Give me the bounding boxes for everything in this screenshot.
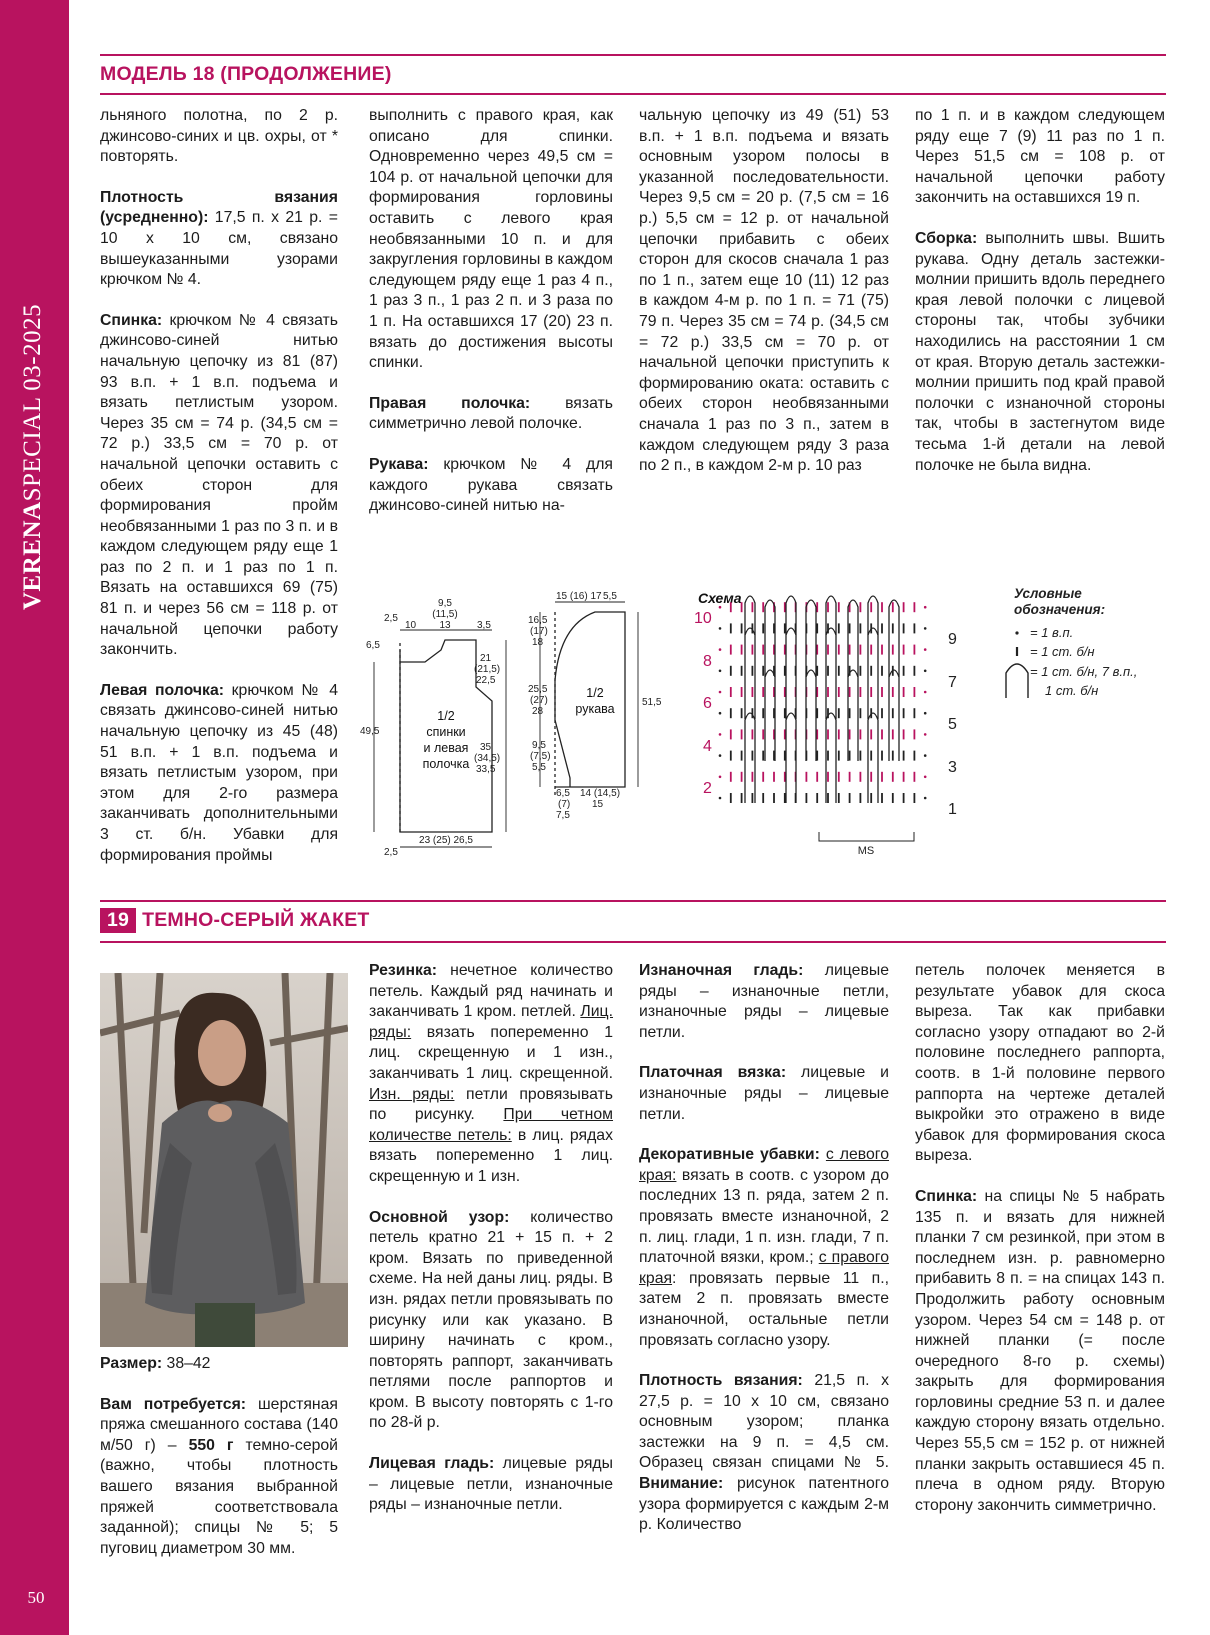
- chain-stitch: [924, 648, 927, 651]
- loop-stitch: [868, 628, 878, 719]
- paragraph: Основной узор: количество петель кратно 21 + 15 п. + 2 кром. Вязать по приведенной схеме. На ней даны лиц. ряды. В изн. рядах петли провязывать по рисунку или как указано. В ширину начинать с кром., повторять раппорт, заканчивать петлями после раппортов и кром. В высоту повторять с 1-го по 28-й р.: [369, 1208, 613, 1432]
- pattern-label: полочка: [422, 757, 470, 771]
- row-label-4: 4: [703, 738, 712, 755]
- chain-stitch: [924, 797, 927, 800]
- model-number-badge: 19: [100, 908, 136, 933]
- pattern-label: 1/2: [586, 686, 604, 700]
- loop-stitch: [868, 596, 878, 635]
- dim-top: (11,5): [432, 609, 458, 620]
- paragraph: выполнить с правого края, как описано для спинки. Одновременно через 49,5 см = 104 р. от начальной цепочки для формирования горловины оставить с левого края необвязанными 10 п. и для закругления горловины в каждом следующем ряду еще 1 раз 4 п., 1 раз 3 п., 1 раз 2 п. и 3 раза по 1 п. На оставшихся 17 (20) 23 п. вязать до достижения высоты спинки.: [369, 107, 613, 372]
- legend-item: = 1 ст. б/н: [1030, 644, 1095, 659]
- dim-label: 18: [532, 637, 544, 648]
- section-19-rule: [100, 941, 1166, 943]
- dim-label: 6,5: [556, 788, 570, 799]
- paragraph: Плотность вязания (усредненно): 17,5 п. х 21 р. = 10 х 10 см, связано вышеуказанными узорами крючком № 4.: [100, 188, 338, 289]
- dim-label: (34,5): [474, 753, 501, 764]
- dim-label: 9,5: [532, 740, 546, 751]
- pattern-label: 1/2: [437, 709, 455, 723]
- chain-stitch: [719, 691, 722, 694]
- dim-label: 51,5: [642, 697, 662, 708]
- row-label-9: 9: [948, 631, 957, 648]
- row-label-8: 8: [703, 653, 712, 670]
- chart-left-labels: [694, 610, 712, 797]
- row-label-1: 1: [948, 801, 957, 818]
- pattern-label: и левая: [423, 741, 469, 755]
- paragraph: Платочная вязка: лицевые и изнаночные ряды – лицевые петли.: [639, 1064, 889, 1123]
- section-18-title: МОДЕЛЬ 18 (ПРОДОЛЖЕНИЕ): [100, 63, 392, 85]
- chart-loops: [745, 596, 899, 803]
- paragraph: Резинка: нечетное количество петель. Каждый ряд начинать и заканчивать 1 кром. петлей. Лиц. ряды: вязать попеременно 1 лиц. скрещенную и 1 изн., заканчивать 1 лиц. скрещенной. Изн. ряды: петли провязывать по рисунку. При четном количестве петель: в лиц. рядах вязать попеременно 1 лиц. скрещенную и 1 изн.: [369, 962, 614, 1185]
- chain-stitch: [924, 754, 927, 757]
- chain-stitch: [719, 733, 722, 736]
- legend-title: Условные: [1014, 586, 1082, 601]
- chain-stitch: [924, 712, 927, 715]
- dim-label: 10: [405, 620, 417, 631]
- legend-item: = 1 в.п.: [1030, 625, 1074, 640]
- column-19-1: [100, 1354, 338, 1579]
- loop-stitch: [868, 713, 878, 803]
- legend-item: 1 ст. б/н: [1045, 683, 1099, 698]
- chain-stitch: [924, 691, 927, 694]
- chain-symbol-icon: [1015, 631, 1018, 634]
- dim-label: (21,5): [474, 664, 501, 675]
- chain-stitch: [719, 797, 722, 800]
- paragraph: по 1 п. и в каждом следующем ряду еще 7 (9) 11 раз по 1 п. Через 51,5 см = 108 р. от начальной цепочки работу закончить на оставшихся 19 п.: [915, 107, 1165, 207]
- dim-label: 35: [480, 742, 492, 753]
- chart-title: Схема: [698, 590, 742, 606]
- chain-stitch: [719, 670, 722, 673]
- loop-stitch: [806, 670, 816, 761]
- loop-stitch: [786, 628, 796, 719]
- paragraph: Размер: 38–42: [100, 1355, 211, 1372]
- dim-label: (17): [530, 626, 548, 637]
- dim-label: 15 (16) 17: [556, 591, 602, 602]
- paragraph: Изнаночная гладь: лицевые ряды – изнаночные петли, изнаночные ряды – лицевые петли.: [639, 962, 889, 1041]
- chain-stitch: [924, 627, 927, 630]
- dim-label: 2,5: [384, 613, 398, 624]
- chart-right-labels: [948, 631, 957, 818]
- row-label-5: 5: [948, 716, 957, 733]
- loop-stitch: [889, 670, 899, 761]
- section-19-title: 19 ТЕМНО-СЕРЫЙ ЖАКЕТ: [100, 908, 370, 933]
- row-label-10: 10: [694, 610, 712, 627]
- dim-label: 25,5: [528, 684, 548, 695]
- paragraph: Вам потребуется: шерстяная пряжа смешанного состава (140 м/50 г) – 550 г темно-серой (важно, чтобы плотность вашего вязания выбранной пряжей соответствовала заданной); спицы № 5; 5 пуговиц диаметром 30 мм.: [100, 1395, 339, 1557]
- row-label-3: 3: [948, 759, 957, 776]
- dim-label: 3,5: [477, 620, 491, 631]
- stitch-chart: [690, 585, 990, 860]
- dim-label: 28: [532, 706, 544, 717]
- section-19-top-rule: [100, 900, 1166, 902]
- legend-item: = 1 ст. б/н, 7 в.п.,: [1030, 664, 1138, 679]
- dim-label: 14 (14,5): [580, 788, 621, 799]
- paragraph: Левая полочка: крючком № 4 связать джинсово-синей нитью начальную цепочку из 45 (48) 51 в.п. + 1 в.п. подъема и вязать петлистым узором, при этом для 2-го размера заканчивать дополнительными 3 ст. б/н. Убавки для формирования проймы: [100, 681, 338, 864]
- chart-grid: [719, 602, 927, 803]
- dim-label: 33,5: [476, 764, 496, 775]
- dim-label: 21: [480, 653, 492, 664]
- chain-stitch: [924, 733, 927, 736]
- legend: [1000, 585, 1170, 705]
- paragraph: Правая полочка: вязать симметрично левой полочке.: [369, 394, 613, 433]
- loop-stitch: [745, 713, 755, 803]
- legend-title: обозначения:: [1014, 602, 1106, 617]
- dim-label: 16,5: [528, 615, 548, 626]
- section-top-rule: [100, 54, 1166, 56]
- paragraph: Сборка: выполнить швы. Вшить рукава. Одну деталь застежки-молнии пришить вдоль переднего края левой полочки с лицевой стороны так, чтобы зубчики находились на расстоянии 1 см от края. Вторую деталь застежки-молнии пришить под край правой полочки с изнаночной стороны так, чтобы в застегнутом виде тесьма 1-й детали на левой полочке не была видна.: [915, 229, 1165, 474]
- column-4: [915, 106, 1165, 496]
- dim-label: 22,5: [476, 675, 496, 686]
- paragraph: Спинка: на спицы № 5 набрать 135 п. и вязать для нижней планки 7 см резинкой, при этом в последнем изн. р. равномерно прибавить 8 п. = на спицах 143 п. Продолжить работу основным узором. Через 54 см = 148 р. от нижней планки (= после очередного 8-го р. схемы) закрыть для формирования горловины средние 53 п. и далее каждую сторону вязать отдельно. Через 55,5 см = 152 р. от нижней планки закрыть оставшиеся 45 п. плеча в одном ряду. Вторую сторону закончить симметрично.: [915, 1187, 1165, 1514]
- loop-stitch: [889, 600, 899, 677]
- loop-stitch: [786, 713, 796, 803]
- chain-stitch: [924, 670, 927, 673]
- dim-label: 2,5: [384, 847, 398, 858]
- dim-label: 15: [592, 799, 604, 810]
- dim-label: (7,5): [530, 751, 551, 762]
- dim-label: 23 (25) 26,5: [419, 835, 473, 846]
- chain-stitch: [719, 712, 722, 715]
- loop-stitch: [745, 596, 755, 635]
- paragraph: Плотность вязания: 21,5 п. х 27,5 р. = 10 х 10 см, связано основным узором; планка застежки на 9 п. = 4,5 см. Образец связан спицами № 5. Внимание: рисунок патентного узора формируется с каждым 2-м р. Количество: [639, 1372, 889, 1534]
- column-19-2: [369, 961, 613, 1536]
- column-3: [639, 106, 889, 497]
- paragraph: Лицевая гладь: лицевые ряды – лицевые петли, изнаночные ряды – изнаночные петли.: [369, 1455, 613, 1514]
- column-19-3: [639, 961, 889, 1556]
- dim-label: 7,5: [556, 810, 570, 821]
- chain-stitch: [719, 627, 722, 630]
- paragraph: чальную цепочку из 49 (51) 53 в.п. + 1 в.п. подъема и вязать основным узором полосы в указанной последовательности. Через 9,5 см = 20 р. (7,5 см = 16 р.) 5,5 см = 12 р. от начальной цепочки прибавить с обеих сторон для скосов сначала 1 раз по 1 п., затем еще 10 (11) 12 раз в каждом 4-м р. по 1 п. = 71 (75) 79 п. Через 35 см = 74 р. (34,5 см = 72 р.) 33,5 см = 70 р. от начальной цепочки приступить к формированию оката: оставить с обеих сторон необвязанными сначала 1 раз по 3 п., затем в каждом следующем ряду 3 раза по 2 п., в каждом 2-м р. 10 раз: [639, 107, 889, 475]
- column-2: [369, 106, 613, 537]
- paragraph: Рукава: крючком № 4 для каждого рукава связать джинсово-синей нитью на-: [369, 455, 613, 515]
- dim-label: 5,5: [603, 591, 617, 602]
- row-label-6: 6: [703, 695, 712, 712]
- chain-stitch: [719, 606, 722, 609]
- loop-stitch: [786, 596, 796, 635]
- column-1: [100, 106, 338, 886]
- row-label-2: 2: [703, 780, 712, 797]
- paragraph: Декоративные убавки: с левого края: вязать в соотв. с узором до последних 13 п. ряда, затем 2 п. провязать вместе изнаночной, 2 п. лиц. глади, 1 п. изн. глади, 7 п. платочной вязки, кром.; с правого края: провязать первые 11 п., затем 2 п. провязать вместе изнаночной, остальные петли провязать согласно узору.: [639, 1146, 890, 1349]
- chain-stitch: [719, 754, 722, 757]
- dim-label: 5,5: [532, 762, 546, 773]
- pattern-label: спинки: [426, 725, 466, 739]
- loop-stitch: [745, 628, 755, 719]
- row-label-7: 7: [948, 674, 957, 691]
- chain-stitch: [924, 776, 927, 779]
- section-18-rule: [100, 93, 1166, 95]
- dim-label: 6,5: [366, 640, 380, 651]
- dim-top: 9,5: [438, 598, 452, 609]
- model-photo: [100, 973, 348, 1347]
- loop-symbol-icon: [1006, 664, 1028, 698]
- dim-label: (7): [558, 799, 571, 810]
- side-bar: [0, 0, 69, 1635]
- pattern-label: рукава: [575, 702, 615, 716]
- dim-label: 49,5: [360, 726, 380, 737]
- loop-stitch: [806, 600, 816, 677]
- paragraph: Спинка: крючком № 4 связать джинсово-синей нитью начальную цепочку из 81 (87) 93 в.п. + 1 в.п. подъема и вязать петлистым узором. Через 35 см = 74 р. (34,5 см = 72 р.) 33,5 см = 70 р. от начальной цепочки оставить с обеих сторон для формирования пройм необвязанными 1 раз по 3 п. и в каждом следующем ряду еще 1 раз по 2 п. и 1 раз по 1 п. Вязать на оставшихся 69 (75) 81 п. и через 56 см = 118 р. от начальной цепочки работу закончить.: [100, 311, 338, 659]
- chain-stitch: [924, 606, 927, 609]
- magazine-title: VERENASPECIAL 03-2025: [19, 303, 46, 610]
- chain-stitch: [719, 776, 722, 779]
- paragraph: льняного полотна, по 2 р. джинсово-синих и цв. охры, от * повторять.: [100, 107, 338, 166]
- dim-label: (27): [530, 695, 548, 706]
- paragraph: петель полочек меняется в результате убавок для скоса выреза. Так как прибавки согласно узору отпадают во 2-й половине последнего раппорта, соотв. в 1-й половине первого раппорта на чертеже деталей выкройки это отражено в виде убавок для формирования скоса выреза.: [915, 962, 1165, 1165]
- repeat-label: MS: [857, 845, 875, 857]
- page-number: 50: [27, 1588, 45, 1607]
- dim-top: 13: [439, 620, 451, 631]
- column-19-4: [915, 961, 1165, 1536]
- repeat-bracket: [819, 832, 914, 841]
- chain-stitch: [719, 648, 722, 651]
